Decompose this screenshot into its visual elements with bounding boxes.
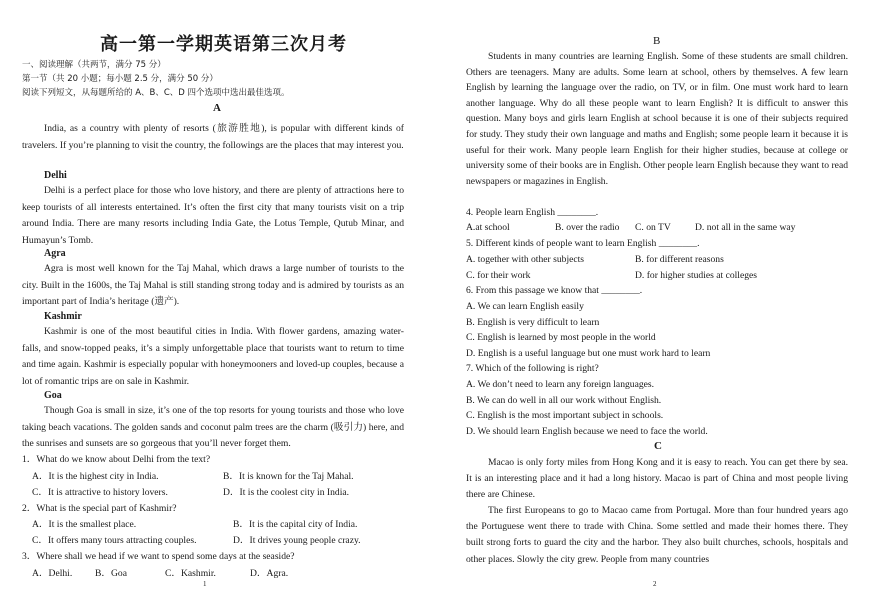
q3-option-b: B．Goa [95,568,127,579]
question-4: 4. People learn English ________. [466,207,599,218]
section-part-one: 第一节（共 20 小题；每小题 2.5 分，满分 50 分） [22,74,218,84]
q7-option-d: D. We should learn English because we need to face the world. [466,426,708,437]
q3-option-a: A．Delhi. [32,568,73,579]
q1-option-c: C．It is attractive to history lovers. [32,487,168,498]
delhi-paragraph: Delhi is a perfect place for those who love history, and there are plenty of attractions here to keep tourists of all interests entertained. It’s often the first city that many tourists visit on a trip around India. There are many resorts including India Gate, the Lotus Temple, Qutub Minar, and Humayun’s Tomb. [22,185,404,246]
q2-option-c: C．It offers many tours attracting couples. [32,535,197,546]
question-1: 1．What do we know about Delhi from the text? [22,454,211,465]
q4-option-b: B. over the radio [555,222,620,233]
passage-c-paragraph-2: The first Europeans to go to Macao came from Portugal. More than four hundred years ago the Portuguese went there to trade with China. Some settled and made their homes there. They built strong forts to guard the city and the harbor. They also built churches, schools, hospitals and other places. Slowly the city grew. People from many countries [466,505,848,565]
q1-option-a: A．It is the highest city in India. [32,471,159,482]
q5-option-a: A. together with other subjects [466,254,585,265]
q6-option-a: A. We can learn English easily [466,301,584,312]
passage-a-intro: India, as a country with plenty of resorts (旅游胜地), is popular with different kinds of travelers. If you’re planning to visit the country, the followings are the places that may interest you. [22,123,404,151]
q3-option-c: C．Kashmir. [165,568,216,579]
q6-option-b: B. English is very difficult to learn [466,317,600,328]
q5-option-c: C. for their work [466,270,531,281]
question-5: 5. Different kinds of people want to learn English ________. [466,238,700,249]
q2-option-a: A．It is the smallest place. [32,519,137,530]
goa-paragraph: Though Goa is small in size, it’s one of the top resorts for young tourists and those who love taking beach vacations. The golden sands and coconut palm trees are the charm (吸引力) here, and the sunrises and sunsets are so gorgeous that you’ll never forget them. [22,405,404,449]
goa-heading: Goa [44,390,62,401]
q6-option-d: D. English is a useful language but one must work hard to learn [466,348,711,359]
kashmir-paragraph: Kashmir is one of the most beautiful cities in India. With flower gardens, amazing water-falls, and snow-topped peaks, it’s a simply unforgettable place that tourists want to return to time and time again. Kashmir is especially popular with honeymooners and loved-up couples, because a lot of romantic trips are on sale in Kashmir. [22,326,404,387]
question-6: 6. From this passage we know that ________. [466,285,643,296]
q3-option-d: D．Agra. [250,568,289,579]
question-3: 3．Where shall we head if we want to spend some days at the seaside? [22,551,295,562]
page-right [438,0,870,614]
passage-c-paragraph-1: Macao is only forty miles from Hong Kong and it is easy to reach. You can get there by sea. It is an interesting place and it had a long history. Macao is part of China and most people living there are Chinese. [466,457,848,500]
q7-option-a: A. We don’t need to learn any foreign languages. [466,379,655,390]
q4-option-a: A.at school [466,222,510,233]
q4-option-d: D. not all in the same way [695,222,796,233]
passage-b-label: B [653,35,661,47]
q5-option-d: D. for higher studies at colleges [635,270,758,281]
section-instructions: 阅读下列短文，从每题所给的 A、B、C、D 四个选项中选出最佳选项。 [22,88,290,98]
agra-heading: Agra [44,248,66,259]
page-number-1: 1 [203,580,207,588]
question-2: 2．What is the special part of Kashmir? [22,503,177,514]
q1-option-b: B．It is known for the Taj Mahal. [223,471,354,482]
q5-option-b: B. for different reasons [635,254,724,265]
q2-option-b: B．It is the capital city of India. [233,519,358,530]
q4-option-c: C. on TV [635,222,671,233]
page-number-2: 2 [653,580,657,588]
exam-title: 高一第一学期英语第三次月考 [100,34,347,55]
delhi-heading: Delhi [44,170,67,181]
q7-option-c: C. English is the most important subject in schools. [466,410,664,421]
section-reading-heading: 一、阅读理解（共两节，满分 75 分） [22,60,166,70]
q1-option-d: D．It is the coolest city in India. [223,487,350,498]
q2-option-d: D．It drives young people crazy. [233,535,361,546]
agra-paragraph: Agra is most well known for the Taj Mahal, which draws a large number of tourists to the city. Built in the 1600s, the Taj Mahal is still standing strong today and is admired by tourists as an important part of India’s heritage (遗产). [22,263,404,307]
q7-option-b: B. We can do well in all our work without English. [466,395,662,406]
passage-b-text: Students in many countries are learning English. Some of these students are small children. Others are teenagers. Many are adults. Some learn at school, others by themselves. A few learn English by learning the language over the radio, on TV, or in film. One must work hard to learn another language. Why do all these people want to learn English? It is difficult to answer this question. Many boys and girls learn English at school because it is one of their subjects required for study. They study their own language and maths and English; some people learn it because it is useful for their work. Many people learn English for their higher studies, because at college or university some of their books are in English. Other people learn English because they want to read newspapers or magazines in English. [466,51,848,187]
passage-a-label: A [213,102,221,114]
page-left [0,0,430,614]
q6-option-c: C. English is learned by most people in the world [466,332,656,343]
passage-c-label: C [654,440,662,452]
kashmir-heading: Kashmir [44,311,82,322]
question-7: 7. Which of the following is right? [466,363,599,374]
